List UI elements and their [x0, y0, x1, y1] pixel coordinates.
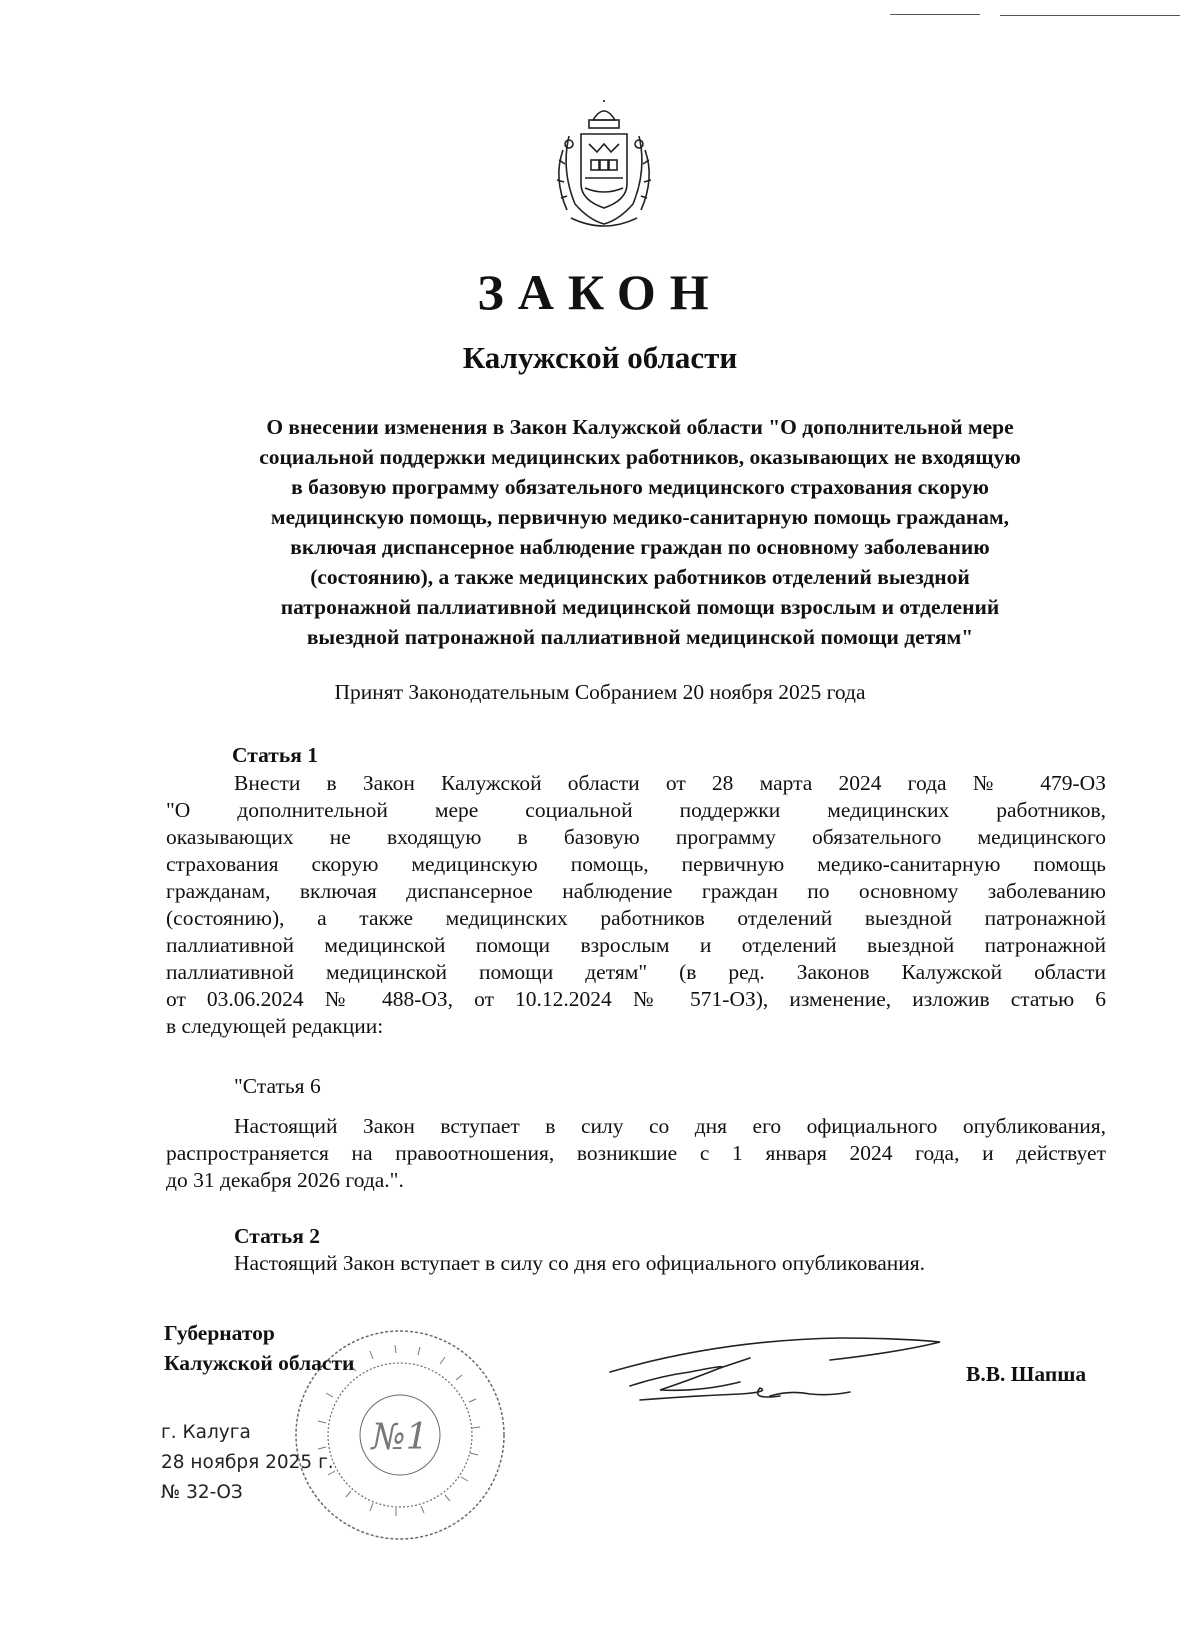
text-line: Внести в Закон Калужской области от 28 марта 2024 года № 479-ОЗ	[234, 771, 1106, 795]
text-line: "О дополнительной мере социальной поддержки медицинских работников,	[166, 798, 1106, 822]
signature-position-line: Губернатор	[164, 1321, 275, 1345]
quote-title: "Статья 6	[234, 1074, 321, 1098]
heading-line: О внесении изменения в Закон Калужской области "О дополнительной мере	[266, 415, 1014, 439]
text-line: от 03.06.2024 № 488-ОЗ, от 10.12.2024 № 571-ОЗ), изменение, изложив статью 6	[166, 987, 1106, 1011]
text-line: паллиативной медицинской помощи детям" (в ред. Законов Калужской области	[166, 960, 1106, 984]
imprint-number: № 32-ОЗ	[161, 1482, 243, 1503]
text-line: в следующей редакции:	[166, 1014, 384, 1038]
heading-line: в базовую программу обязательного медицинского страхования скорую	[291, 475, 989, 499]
handwritten-signature-icon	[600, 1330, 960, 1420]
adoption-note: Принят Законодательным Собранием 20 ноября 2025 года	[334, 680, 866, 704]
signer-name: В.В. Шапша	[966, 1362, 1087, 1386]
governor-title	[164, 1318, 354, 1378]
signature-position-line: Калужской области	[164, 1351, 355, 1375]
heading-line: (состоянию), а также медицинских работников отделений выездной	[310, 565, 970, 589]
law-heading	[175, 412, 1105, 652]
imprint-city: г. Калуга	[161, 1422, 251, 1443]
heading-line: медицинскую помощь, первичную медико-санитарную помощь гражданам,	[270, 505, 1010, 529]
text-line: паллиативной медицинской помощи взрослым и отделений выездной патронажной	[166, 933, 1106, 957]
article-6-quote	[166, 1073, 1106, 1194]
text-line: Настоящий Закон вступает в силу со дня его официального опубликования,	[234, 1114, 1106, 1138]
document-subtitle: Калужской области	[462, 340, 738, 375]
text-line: до 31 декабря 2026 года.".	[166, 1168, 404, 1192]
heading-line: патронажной паллиативной медицинской помощи взрослым и отделений	[280, 595, 1000, 619]
coat-of-arms-icon	[549, 100, 659, 232]
article-1-title: Статья 1	[232, 743, 318, 767]
imprint-date: 28 ноября 2025 г.	[161, 1452, 334, 1473]
article-1-text	[166, 770, 1106, 1040]
scan-artifact-line	[890, 14, 980, 15]
heading-line: выездной патронажной паллиативной медицинской помощи детям"	[306, 625, 974, 649]
stamp-number: №1	[371, 1417, 429, 1458]
text-line: Настоящий Закон вступает в силу со дня его официального опубликования.	[234, 1251, 926, 1275]
text-line: гражданам, включая диспансерное наблюдение граждан по основному заболеванию	[166, 879, 1106, 903]
text-line: оказывающих не входящую в базовую программу обязательного медицинского	[166, 825, 1106, 849]
heading-line: включая диспансерное наблюдение граждан по основному заболеванию	[290, 535, 990, 559]
article-2-text	[166, 1250, 1106, 1277]
heading-line: социальной поддержки медицинских работников, оказывающих не входящую	[259, 445, 1021, 469]
imprint-block	[161, 1418, 334, 1508]
scan-artifact-line	[1000, 15, 1180, 16]
article-2-title: Статья 2	[234, 1224, 320, 1248]
document-title: ЗАКОН	[477, 264, 723, 320]
text-line: распространяется на правоотношения, возникшие с 1 января 2024 года, и действует	[166, 1141, 1106, 1165]
text-line: страхования скорую медицинскую помощь, первичную медико-санитарную помощь	[166, 852, 1106, 876]
text-line: (состоянию), а также медицинских работников отделений выездной патронажной	[166, 906, 1106, 930]
